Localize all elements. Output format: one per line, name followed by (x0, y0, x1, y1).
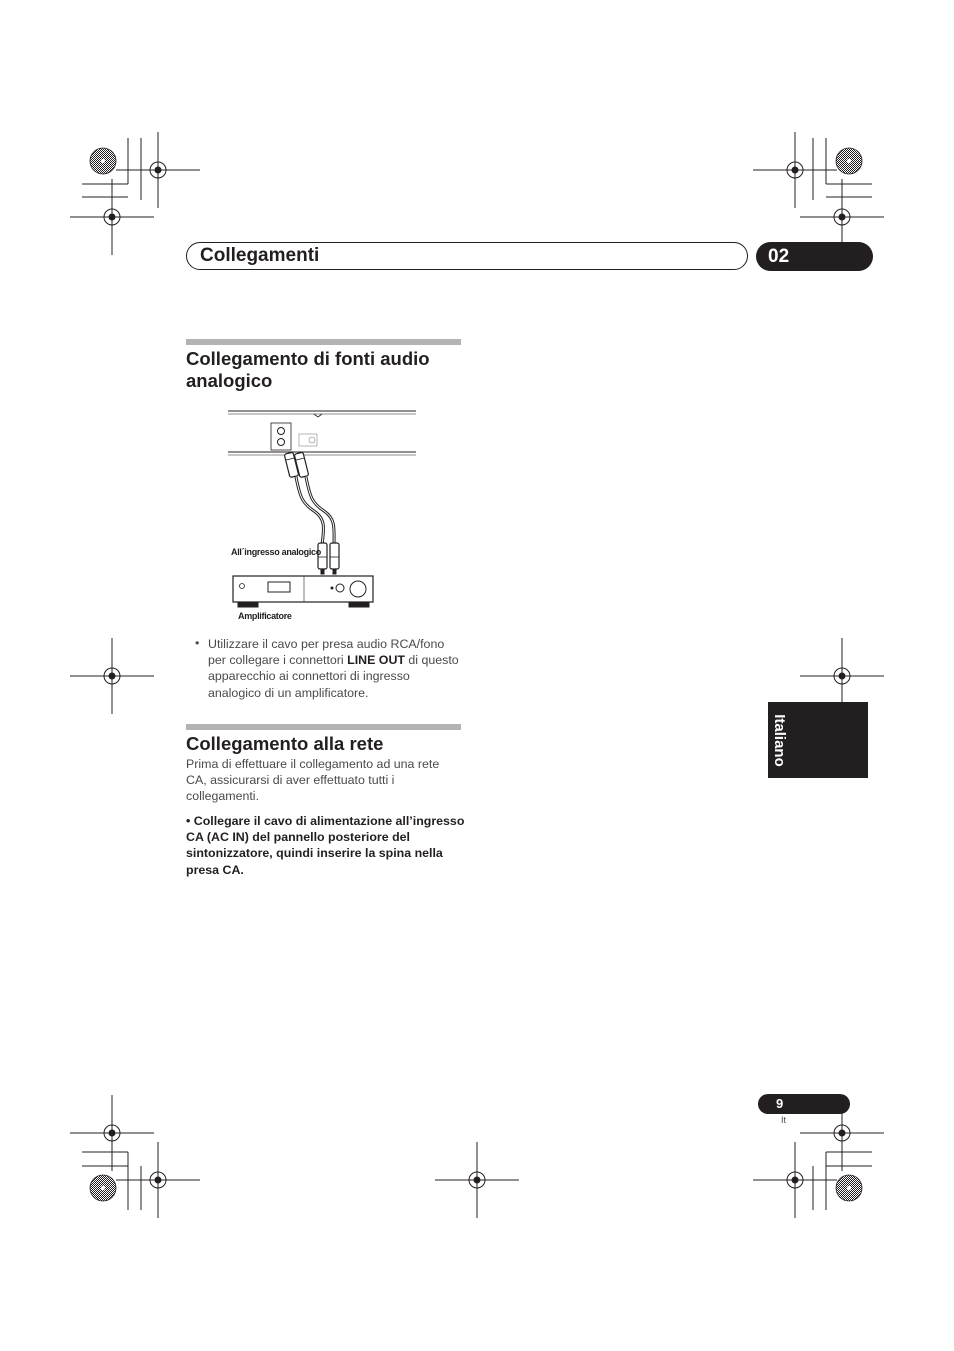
chapter-number: 02 (768, 246, 790, 267)
label-amplifier: Amplificatore (238, 611, 292, 621)
registration-mark-bottom-center (435, 1142, 519, 1218)
section-header-title: Collegamenti (200, 245, 320, 266)
language-tab-label: Italiano (770, 713, 788, 767)
bullet-text-part-2: di questo apparecchio ai connettori di ingresso analogico di un amplificatore. (208, 653, 459, 700)
connection-diagram (226, 405, 421, 627)
crop-marks-top-left (70, 132, 200, 255)
language-tab-label-wrap (768, 702, 790, 778)
amplifier-illustration (233, 576, 373, 607)
rca-cable (296, 477, 334, 545)
bullet-instruction-line-out (208, 636, 464, 701)
line-out-term: LINE OUT (347, 653, 405, 668)
heading-analog-connection: Collegamento di fonti audio analogico (186, 348, 430, 391)
crop-marks-bottom-left (70, 1095, 200, 1218)
power-intro-paragraph: Prima di effettuare il collegamento ad una rete CA, assicurarsi di aver effettuato tutti i collegamenti. (186, 757, 440, 804)
registration-mark-left (70, 638, 154, 714)
page-number-badge (758, 1094, 850, 1114)
rca-plugs-amplifier-side (318, 543, 339, 574)
bullet-text-part-1: Utilizzare il cavo per presa audio RCA/fono per collegare i connettori (208, 637, 445, 668)
bullet-marker: • (195, 636, 200, 650)
section-divider-analog (186, 339, 461, 345)
section-divider-power (186, 724, 461, 730)
page-language-code: It (781, 1115, 787, 1125)
page-number: 9 (776, 1096, 784, 1111)
tuner-rear-panel (228, 411, 416, 455)
label-analog-input: All´ingresso analogico (231, 547, 321, 557)
rca-plugs-tuner-side (284, 452, 309, 477)
heading-power-connection: Collegamento alla rete (186, 733, 384, 754)
power-instruction-step: • Collegare il cavo di alimentazione all’ingresso CA (AC IN) del pannello posteriore del sintonizzatore, quindi inserire la spina nella presa CA. (186, 814, 465, 877)
crop-marks-top-right (753, 132, 884, 255)
